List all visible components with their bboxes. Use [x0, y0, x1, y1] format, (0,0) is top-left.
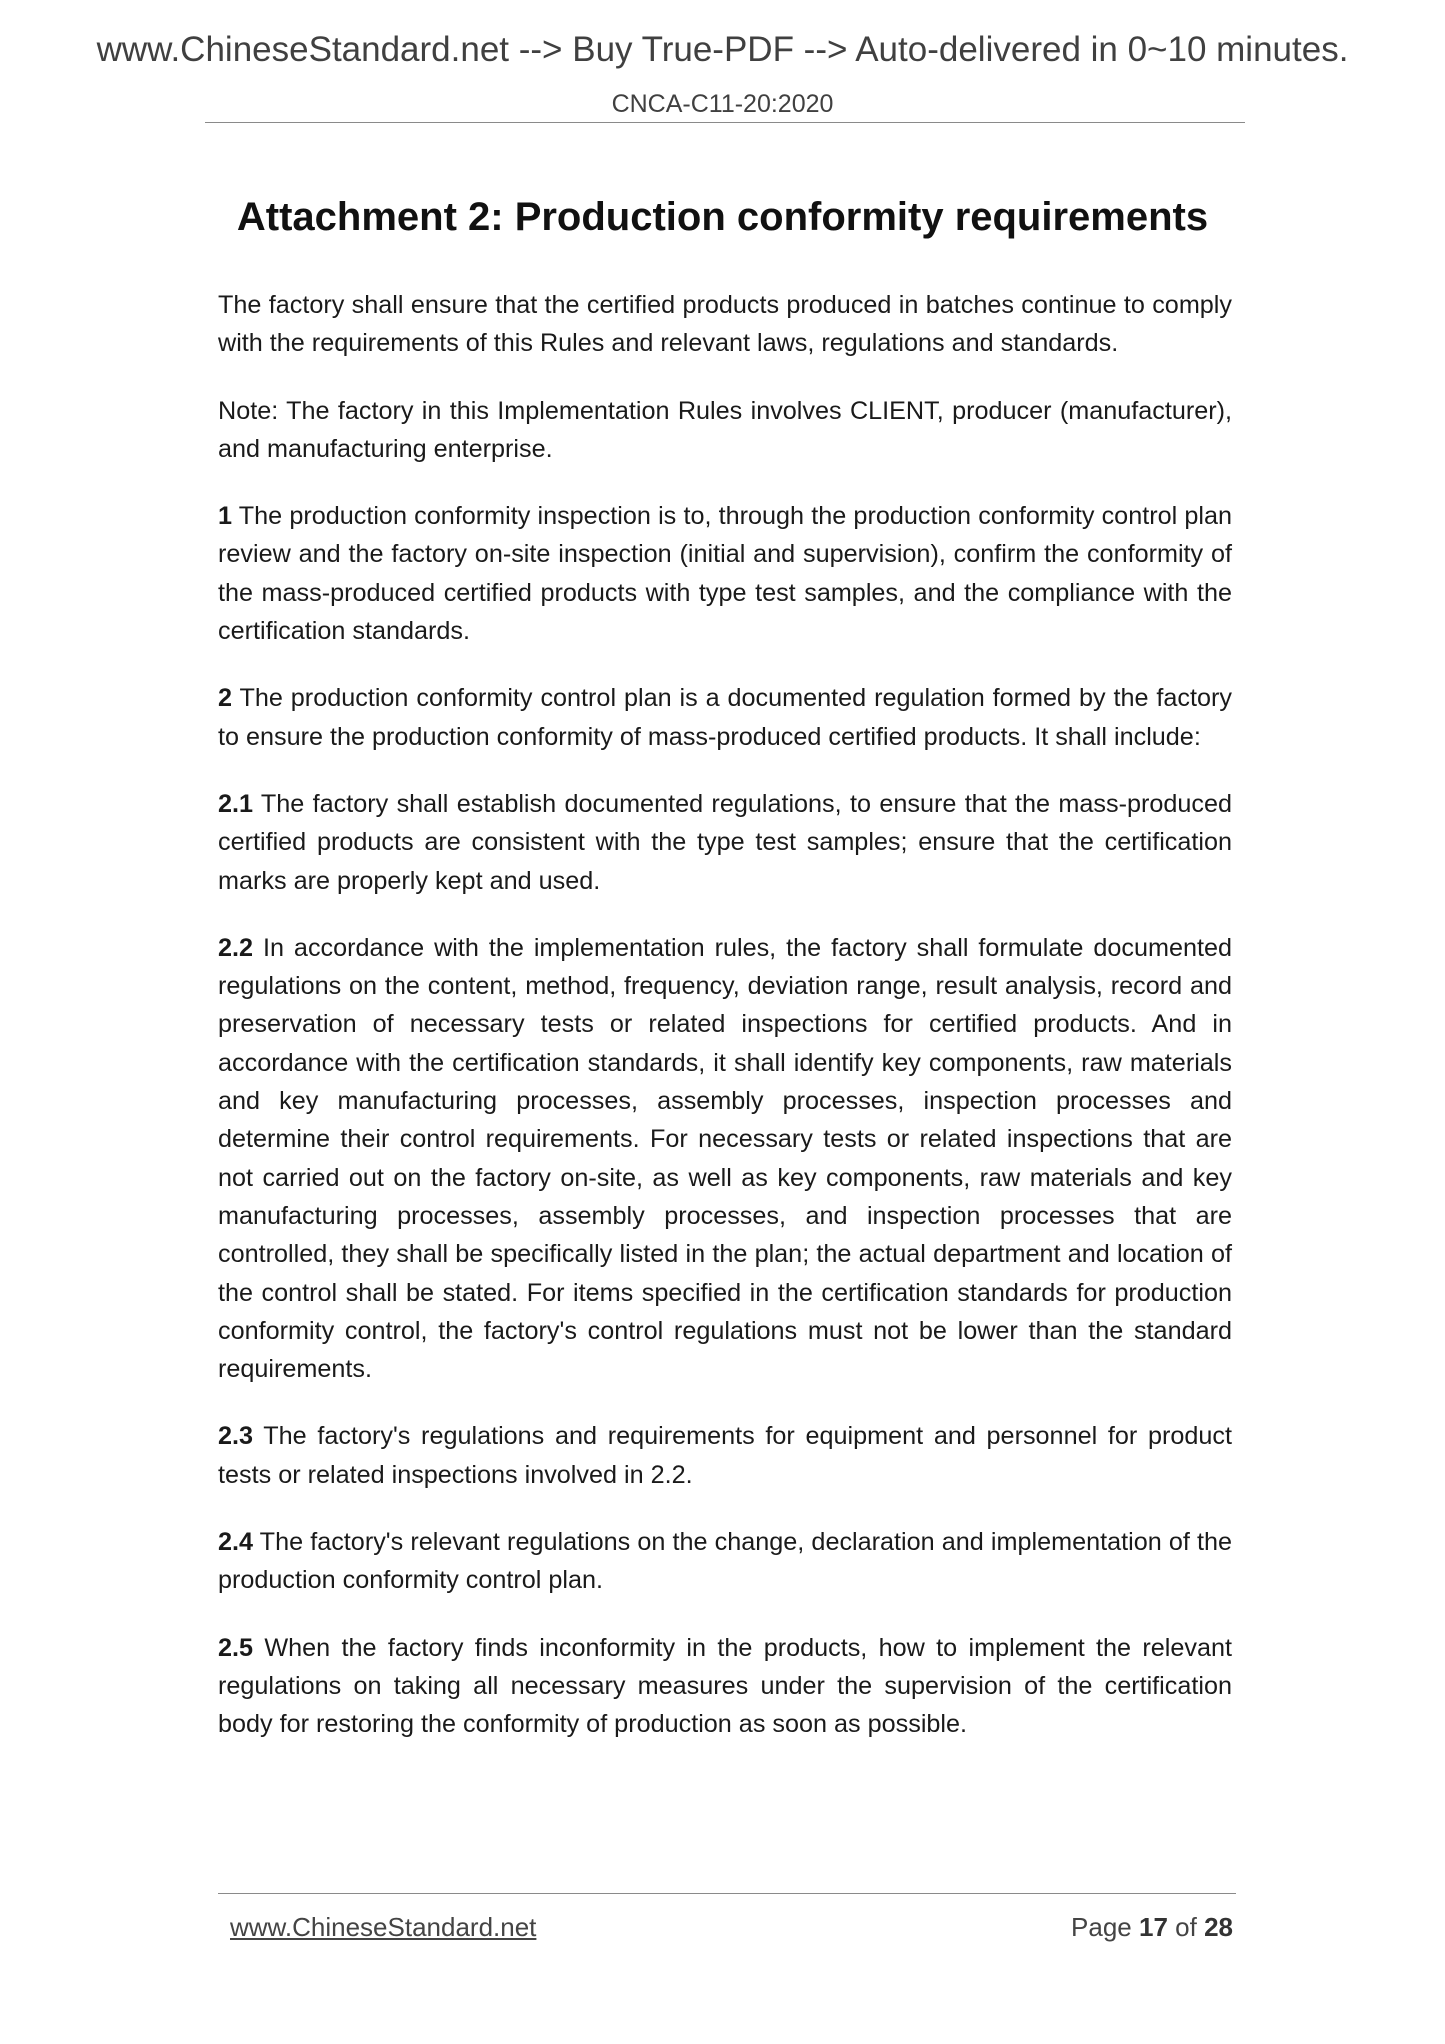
paragraph-number: 2.2 [218, 933, 254, 962]
paragraph-intro [218, 286, 1232, 363]
paragraph-number: 2.5 [218, 1633, 254, 1662]
page-title: Attachment 2: Production conformity requirements [236, 195, 1209, 239]
paragraph-text: The factory's regulations and requirements for equipment and personnel for product tests or related inspections involved in 2.2. [218, 1422, 1232, 1489]
page-indicator [1071, 1912, 1233, 1943]
paragraph-text: The production conformity inspection is to, through the production conformity control plan review and the factory on-site inspection (initial and supervision), confirm the conformity of the mass-produced certified products with type test samples, and the compliance with the certification standards. [218, 502, 1232, 646]
paragraph-note [218, 392, 1232, 469]
paragraph-2-5 [218, 1629, 1232, 1744]
of-label: of [1175, 1912, 1197, 1942]
footer-divider [218, 1893, 1236, 1894]
paragraph-text: The factory shall ensure that the certified products produced in batches continue to comply with the requirements of this Rules and relevant laws, regulations and standards. [218, 291, 1232, 358]
paragraph-text: In accordance with the implementation rules, the factory shall formulate documented regulations on the content, method, frequency, deviation range, result analysis, record and preservation of necessary tests or related inspections for certified products. And in accordance with the certification standards, it shall identify key components, raw materials and key manufacturing processes, assembly processes, inspection processes and determine their control requirements. For necessary tests or related inspections that are not carried out on the factory on-site, as well as key components, raw materials and key manufacturing processes, assembly processes, and inspection processes that are controlled, they shall be specifically listed in the plan; the actual department and location of the control shall be stated. For items specified in the certification standards for production conformity control, the factory's control regulations must not be lower than the standard requirements. [218, 933, 1232, 1384]
paragraph-text: The factory shall establish documented regulations, to ensure that the mass-produced certified products are consistent with the type test samples; ensure that the certification marks are properly kept and used. [218, 789, 1232, 895]
paragraph-2 [218, 679, 1232, 756]
paragraph-2-1 [218, 785, 1232, 900]
current-page-number: 17 [1139, 1912, 1168, 1942]
paragraph-number: 2.1 [218, 789, 254, 818]
paragraph-2-4 [218, 1523, 1232, 1600]
document-body [218, 286, 1232, 1773]
footer-website-link[interactable]: www.ChineseStandard.net [230, 1912, 537, 1942]
header-banner: www.ChineseStandard.net --> Buy True-PDF --> Auto-delivered in 0~10 minutes. [96, 30, 1349, 69]
paragraph-2-3 [218, 1417, 1232, 1494]
document-id: CNCA-C11-20:2020 [611, 90, 834, 118]
paragraph-number: 2.4 [218, 1528, 254, 1557]
paragraph-text: The production conformity control plan is a documented regulation formed by the factory to ensure the production conformity of mass-produced certified products. It shall include: [218, 684, 1232, 751]
paragraph-text: The factory's relevant regulations on the change, declaration and implementation of the production conformity control plan. [218, 1528, 1232, 1595]
total-pages-number: 28 [1204, 1912, 1233, 1942]
paragraph-number: 2.3 [218, 1422, 254, 1451]
page-label: Page [1071, 1912, 1132, 1942]
paragraph-number: 1 [218, 502, 233, 531]
paragraph-number: 2 [218, 684, 233, 713]
paragraph-text: Note: The factory in this Implementation Rules involves CLIENT, producer (manufacturer), and manufacturing enterprise. [218, 396, 1232, 463]
header-divider [205, 122, 1245, 123]
paragraph-1 [218, 497, 1232, 650]
paragraph-2-2 [218, 929, 1232, 1389]
paragraph-text: When the factory finds inconformity in the products, how to implement the relevant regulations on taking all necessary measures under the supervision of the certification body for restoring the conformity of production as soon as possible. [218, 1633, 1232, 1739]
